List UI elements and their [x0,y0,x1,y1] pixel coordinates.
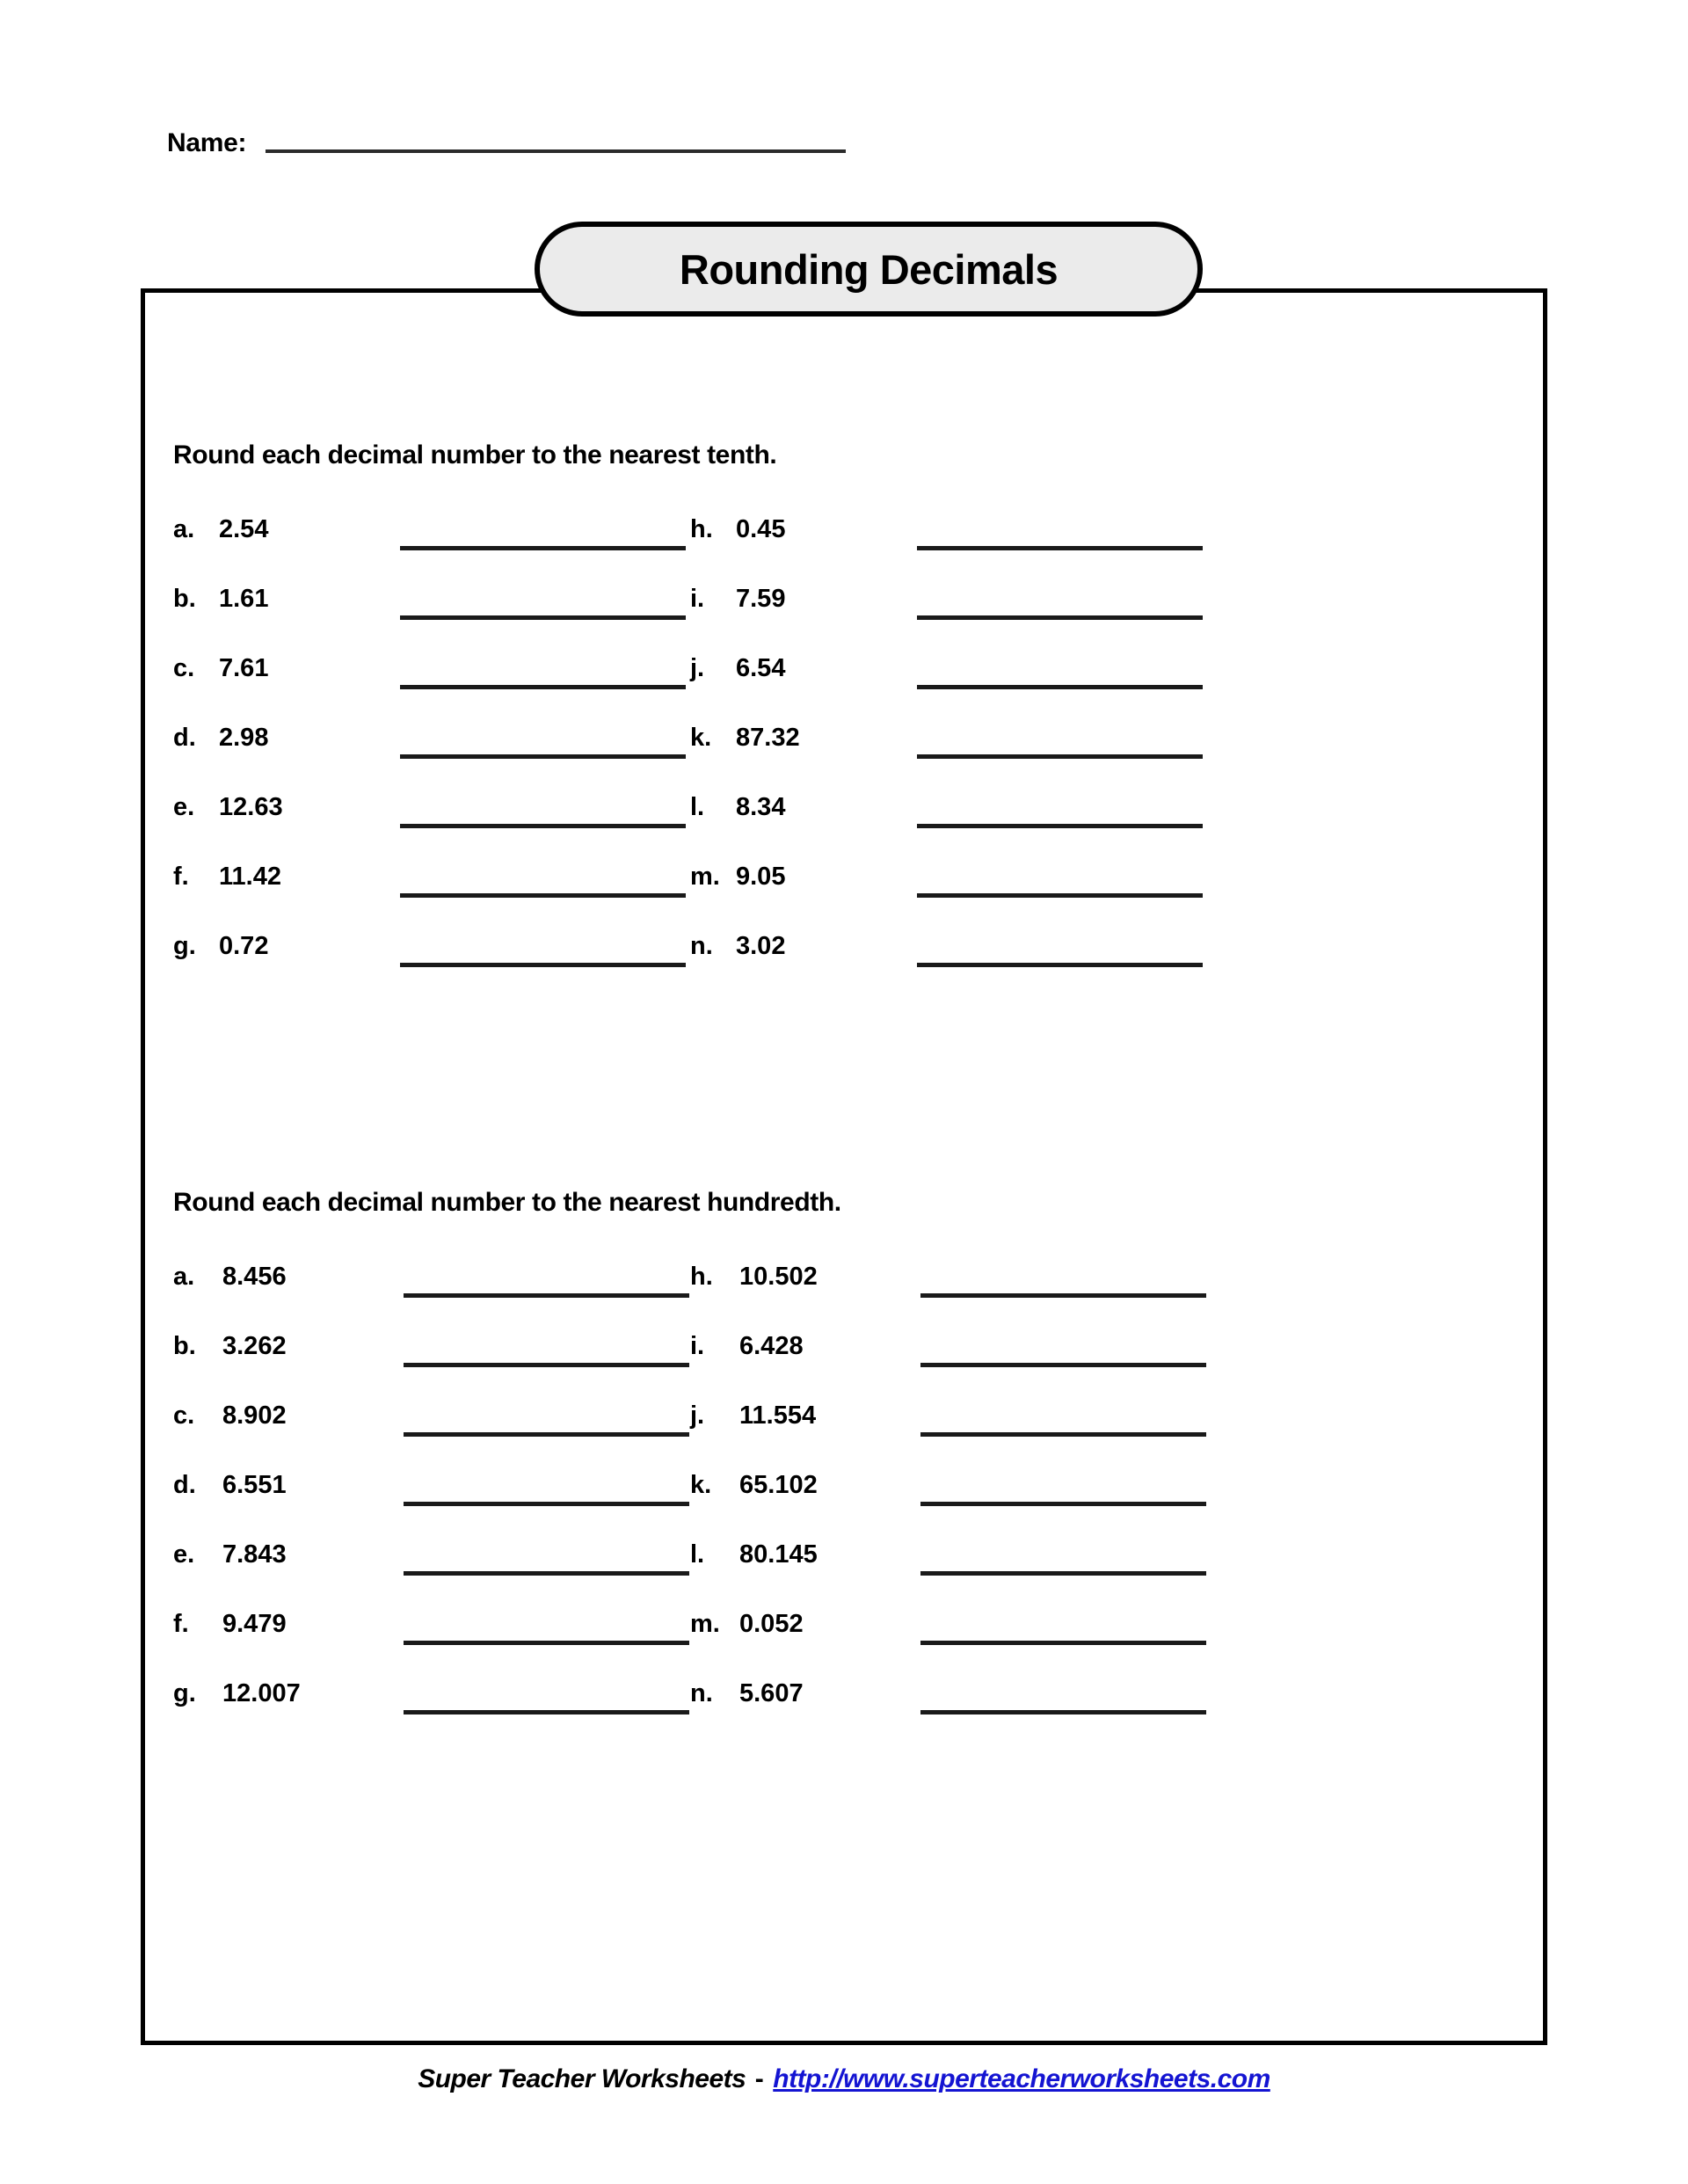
answer-line[interactable] [404,1710,689,1714]
answer-line[interactable] [404,1641,689,1645]
problem-value: 8.34 [736,793,786,821]
problem-value: 0.45 [736,515,786,543]
problem-row [173,495,718,564]
answer-line[interactable] [400,615,686,620]
answer-line[interactable] [404,1363,689,1367]
problem-row [173,1451,718,1520]
problem-letter: e. [173,1540,195,1569]
footer-brand: Super Teacher Worksheets [418,2064,746,2093]
problem-value: 11.554 [739,1401,817,1430]
problem-value: 80.145 [739,1540,818,1569]
problem-row [173,1312,718,1381]
problem-value: 9.05 [736,863,786,891]
problem-column-right [690,1242,1253,1729]
answer-line[interactable] [400,754,686,759]
problem-letter: j. [690,1401,705,1430]
problem-row [690,773,1253,842]
section-heading: Round each decimal number to the nearest tenth. [173,440,777,470]
answer-line[interactable] [400,685,686,689]
problem-letter: c. [173,654,195,682]
answer-line[interactable] [917,685,1203,689]
problem-row [690,564,1253,634]
answer-line[interactable] [917,893,1203,898]
problem-letter: a. [173,515,195,543]
problem-letter: c. [173,1401,195,1430]
problem-row [173,634,718,703]
footer [0,2064,1688,2094]
problem-value: 0.052 [739,1610,804,1638]
problem-value: 65.102 [739,1471,818,1499]
problem-letter: g. [173,932,196,960]
problem-row [690,634,1253,703]
page-title: Rounding Decimals [679,245,1059,293]
problem-letter: f. [173,1610,189,1638]
problem-value: 87.32 [736,724,800,752]
answer-line[interactable] [400,963,686,967]
problem-value: 1.61 [219,585,269,613]
problem-row [173,1242,718,1312]
problem-row [690,703,1253,773]
problem-column-right [690,495,1253,981]
problem-letter: b. [173,1332,196,1360]
problem-letter: k. [690,1471,712,1499]
problem-column-left [173,495,718,981]
worksheet-box [141,288,1547,2045]
answer-line[interactable] [404,1293,689,1298]
problem-row [690,1312,1253,1381]
problem-letter: j. [690,654,705,682]
problem-letter: h. [690,1263,713,1291]
problem-value: 10.502 [739,1263,818,1291]
problem-row [173,703,718,773]
answer-line[interactable] [400,893,686,898]
problem-value: 3.262 [222,1332,287,1360]
problem-value: 0.72 [219,932,269,960]
problem-value: 9.479 [222,1610,287,1638]
answer-line[interactable] [920,1432,1206,1437]
answer-line[interactable] [920,1710,1206,1714]
problem-letter: b. [173,585,196,613]
footer-separator: - [754,2064,764,2093]
problem-row [690,1381,1253,1451]
problem-letter: n. [690,1679,713,1707]
name-blank-line[interactable] [266,149,846,153]
name-row [167,130,846,157]
answer-line[interactable] [400,824,686,828]
problem-row [173,1520,718,1590]
problem-letter: d. [173,1471,196,1499]
answer-line[interactable] [920,1293,1206,1298]
problem-letter: m. [690,863,720,891]
problem-value: 12.63 [219,793,283,821]
answer-line[interactable] [917,824,1203,828]
problem-row [690,1451,1253,1520]
problem-letter: h. [690,515,713,543]
section-heading: Round each decimal number to the nearest hundredth. [173,1188,841,1217]
problem-value: 7.843 [222,1540,287,1569]
problem-letter: a. [173,1263,195,1291]
problem-row [690,495,1253,564]
problem-row [690,842,1253,912]
problem-letter: l. [690,1540,705,1569]
problem-value: 8.902 [222,1401,287,1430]
problem-letter: m. [690,1610,720,1638]
answer-line[interactable] [404,1571,689,1576]
problem-row [690,1590,1253,1659]
problem-value: 3.02 [736,932,786,960]
problem-column-left [173,1242,718,1729]
problem-value: 7.59 [736,585,786,613]
answer-line[interactable] [920,1502,1206,1506]
problem-row [173,564,718,634]
problem-value: 12.007 [222,1679,301,1707]
problem-value: 11.42 [219,863,281,891]
problem-row [173,773,718,842]
answer-line[interactable] [920,1571,1206,1576]
problem-value: 6.551 [222,1471,287,1499]
problem-row [173,1659,718,1729]
problem-row [173,842,718,912]
worksheet-title-banner [535,222,1203,317]
problem-row [690,912,1253,981]
problem-letter: k. [690,724,712,752]
answer-line[interactable] [400,546,686,550]
answer-line[interactable] [404,1432,689,1437]
problem-letter: g. [173,1679,196,1707]
problem-letter: d. [173,724,196,752]
problem-value: 5.607 [739,1679,804,1707]
problem-row [173,912,718,981]
answer-line[interactable] [917,754,1203,759]
problem-letter: i. [690,1332,705,1360]
name-label: Name: [167,128,247,157]
answer-line[interactable] [917,546,1203,550]
problem-value: 2.98 [219,724,269,752]
problem-letter: n. [690,932,713,960]
problem-letter: f. [173,863,189,891]
problem-row [173,1381,718,1451]
answer-line[interactable] [920,1363,1206,1367]
problem-row [690,1659,1253,1729]
problem-letter: i. [690,585,705,613]
problem-letter: e. [173,793,195,821]
problem-value: 6.54 [736,654,786,682]
footer-url-link[interactable]: http://www.superteacherworksheets.com [773,2064,1270,2093]
problem-row [690,1520,1253,1590]
answer-line[interactable] [917,963,1203,967]
problem-value: 6.428 [739,1332,804,1360]
problem-row [690,1242,1253,1312]
answer-line[interactable] [404,1502,689,1506]
answer-line[interactable] [920,1641,1206,1645]
problem-value: 8.456 [222,1263,287,1291]
answer-line[interactable] [917,615,1203,620]
problem-value: 7.61 [219,654,269,682]
problem-value: 2.54 [219,515,269,543]
problem-letter: l. [690,793,705,821]
problem-row [173,1590,718,1659]
